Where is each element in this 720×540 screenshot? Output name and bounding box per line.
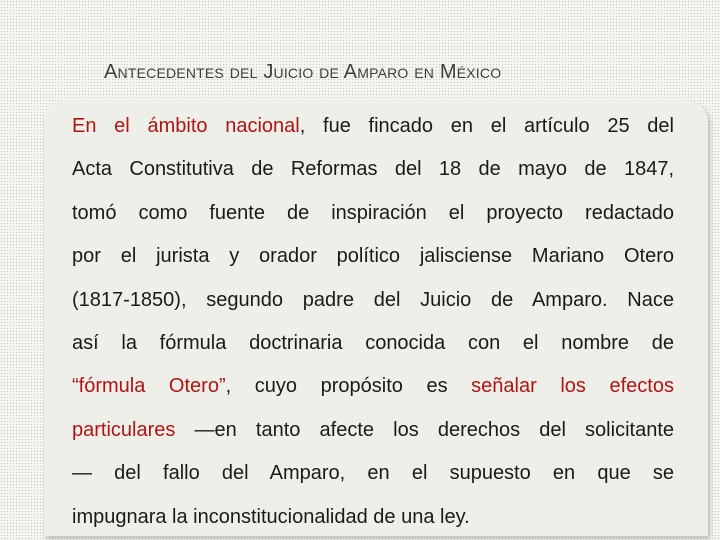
paragraph-line (72, 409, 674, 452)
paragraph-line: impugnara la inconstitucionalidad de una ley. (72, 505, 470, 528)
highlight-phrase: “fórmula Otero” (72, 375, 226, 398)
paragraph-line (72, 365, 674, 408)
body-paragraph (72, 105, 674, 539)
paragraph-line: — del fallo del Amparo, en el supuesto en que se (72, 462, 674, 485)
paragraph-line: así la fórmula doctrinaria conocida con el nombre de (72, 332, 674, 355)
paragraph-text: , fue fincado en el artículo 25 del (299, 115, 674, 137)
paragraph-line: (1817-1850), segundo padre del Juicio de Amparo. Nace (72, 288, 674, 311)
paragraph-line: Acta Constitutiva de Reformas del 18 de mayo de 1847, (72, 158, 674, 181)
paragraph-line (72, 105, 674, 148)
paragraph-line: tomó como fuente de inspiración el proyecto redactado (72, 201, 674, 224)
paragraph-text: —en tanto afecte los derechos del solicitante (175, 418, 674, 441)
highlight-phrase: particulares (72, 418, 176, 441)
highlight-phrase: En el ámbito nacional (72, 115, 300, 137)
paragraph-text: , cuyo propósito es (225, 375, 472, 398)
highlight-phrase: señalar los efectos (471, 375, 674, 398)
slide-title: Antecedentes del Juicio de Amparo en México (104, 61, 502, 83)
paragraph-line: por el jurista y orador político jalisciense Mariano Otero (72, 245, 674, 268)
